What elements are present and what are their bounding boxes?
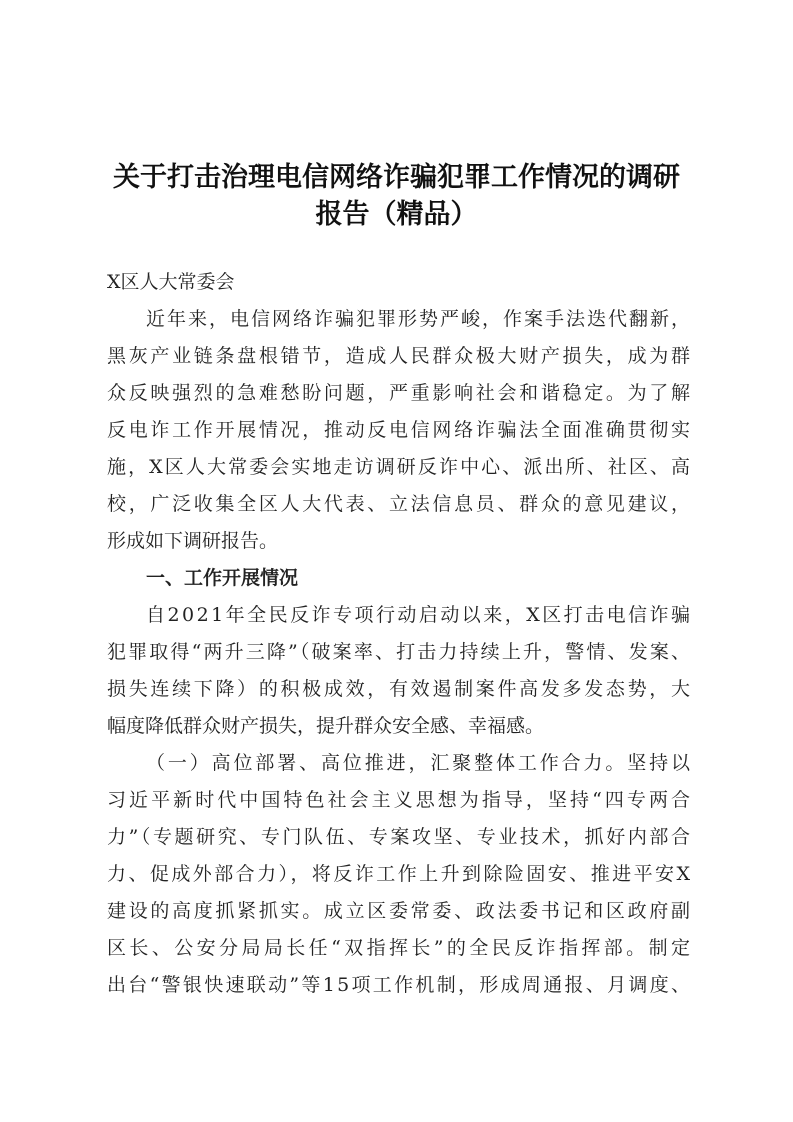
paragraph-line: 校，广泛收集全区人大代表、立法信息员、群众的意见建议， [107, 493, 693, 515]
paragraph-line: 出台“警银快速联动”等15项工作机制，形成周通报、月调度、 [107, 974, 693, 996]
paragraph-line: 习近平新时代中国特色社会主义思想为指导，坚持“四专两合 [107, 789, 694, 811]
paragraph-line: 损失连续下降）的积极成效，有效遏制案件高发多发态势，大 [107, 678, 693, 700]
paragraph-line: 幅度降低群众财产损失，提升群众安全感、幸福感。 [107, 715, 545, 737]
paragraph-line: 建设的高度抓紧抓实。成立区委常委、政法委书记和区政府副 [107, 900, 693, 922]
paragraph-line: 区长、公安分局局长任“双指挥长”的全民反诈指挥部。制定 [107, 937, 694, 959]
paragraph-line: 反电诈工作开展情况，推动反电信网络诈骗法全面准确贯彻实 [107, 419, 693, 441]
section-heading: 一、工作开展情况 [146, 567, 299, 589]
paragraph-line: 施，X区人大常委会实地走访调研反诈中心、派出所、社区、高 [107, 456, 693, 478]
paragraph-line: 众反映强烈的急难愁盼问题，严重影响社会和谐稳定。为了解 [107, 382, 693, 404]
paragraph-line: （一）高位部署、高位推进，汇聚整体工作合力。坚持以 [146, 752, 693, 774]
paragraph-line: 力”（专题研究、专门队伍、专案攻坚、专业技术，抓好内部合 [107, 826, 693, 848]
paragraph-line: 自2021年全民反诈专项行动启动以来，X区打击电信诈骗 [146, 604, 693, 626]
paragraph-line: 力、促成外部合力），将反诈工作上升到除险固安、推进平安X [107, 863, 693, 885]
salutation: X区人大常委会 [107, 271, 235, 293]
paragraph-line: 黑灰产业链条盘根错节，造成人民群众极大财产损失，成为群 [107, 345, 693, 367]
paragraph-line: 犯罪取得“两升三降”（破案率、打击力持续上升，警情、发案、 [107, 641, 693, 663]
document-title-line-1: 关于打击治理电信网络诈骗犯罪工作情况的调研 [113, 162, 680, 193]
document-title-line-2: 报告（精品） [315, 199, 478, 230]
paragraph-line: 形成如下调研报告。 [107, 530, 279, 552]
paragraph-line: 近年来，电信网络诈骗犯罪形势严峻，作案手法迭代翻新， [146, 308, 692, 330]
